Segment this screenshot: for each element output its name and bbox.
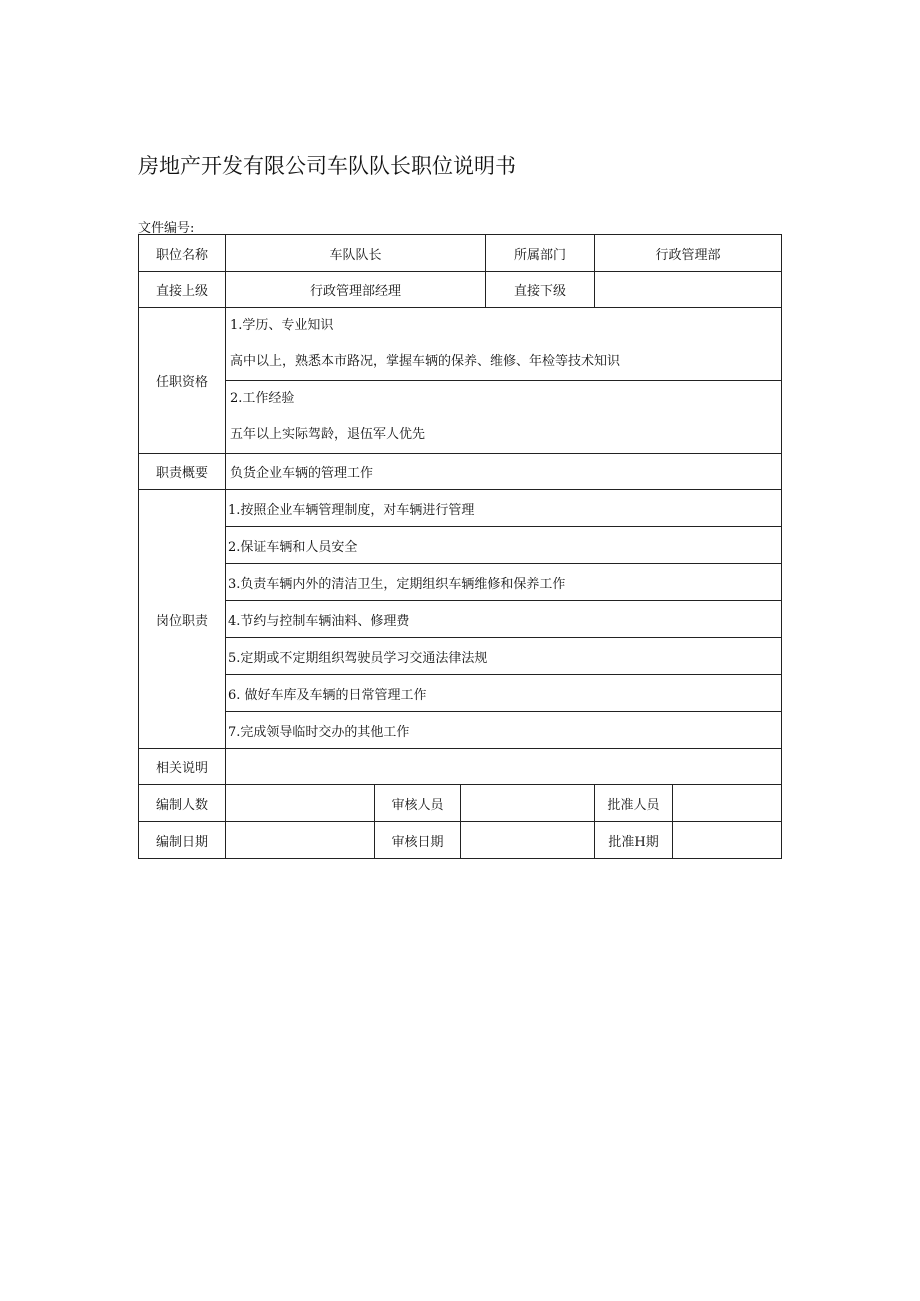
compiler-label: 编制人数 bbox=[139, 785, 226, 822]
duty-row bbox=[139, 712, 782, 749]
subordinate-label: 直接下级 bbox=[486, 272, 595, 308]
duty-item: 4.节约与控制车辆油料、修理费 bbox=[226, 601, 782, 638]
row-position bbox=[139, 235, 782, 272]
qualification-detail: 高中以上，熟悉本市路况，掌握车辆的保养、维修、年检等技术知识 bbox=[230, 354, 621, 369]
qualification-label: 任职资格 bbox=[139, 308, 226, 454]
approver-value bbox=[673, 785, 782, 822]
duty-item: 6. 做好车库及车辆的日常管理工作 bbox=[226, 675, 782, 712]
row-signoff-people bbox=[139, 785, 782, 822]
duty-item: 1.按照企业车辆管理制度，对车辆进行管理 bbox=[226, 490, 782, 527]
approve-date-value bbox=[673, 822, 782, 859]
department-label: 所属部门 bbox=[486, 235, 595, 272]
qualification-detail: 五年以上实际驾龄，退伍军人优先 bbox=[230, 427, 426, 442]
duty-item: 2.保证车辆和人员安全 bbox=[226, 527, 782, 564]
duty-row bbox=[139, 490, 782, 527]
review-date-value bbox=[461, 822, 595, 859]
duty-row bbox=[139, 638, 782, 675]
duty-row bbox=[139, 601, 782, 638]
duty-row bbox=[139, 564, 782, 601]
reviewer-value bbox=[461, 785, 595, 822]
subordinate-value bbox=[595, 272, 782, 308]
duty-row bbox=[139, 675, 782, 712]
compiler-value bbox=[226, 785, 375, 822]
row-qualification-2 bbox=[139, 381, 782, 454]
duty-item: 7.完成领导临时交办的其他工作 bbox=[226, 712, 782, 749]
approve-date-label: 批准H期 bbox=[595, 822, 673, 859]
duty-row bbox=[139, 527, 782, 564]
position-name-label: 职位名称 bbox=[139, 235, 226, 272]
file-number-label: 文件编号: bbox=[138, 221, 195, 236]
job-description-table bbox=[138, 234, 782, 859]
notes-value bbox=[226, 749, 782, 785]
row-signoff-dates bbox=[139, 822, 782, 859]
qualification-heading: 1.学历、专业知识 bbox=[230, 318, 334, 333]
row-summary bbox=[139, 454, 782, 490]
qualification-item bbox=[226, 381, 782, 454]
duties-label: 岗位职责 bbox=[139, 490, 226, 749]
qualification-item bbox=[226, 308, 782, 381]
notes-label: 相关说明 bbox=[139, 749, 226, 785]
compile-date-value bbox=[226, 822, 375, 859]
department-value: 行政管理部 bbox=[595, 235, 782, 272]
duty-item: 3.负责车辆内外的清洁卫生，定期组织车辆维修和保养工作 bbox=[226, 564, 782, 601]
summary-label: 职责概要 bbox=[139, 454, 226, 490]
compile-date-label: 编制日期 bbox=[139, 822, 226, 859]
summary-value: 负货企业车辆的管理工作 bbox=[226, 454, 782, 490]
superior-value: 行政管理部经理 bbox=[226, 272, 486, 308]
row-notes bbox=[139, 749, 782, 785]
review-date-label: 审核日期 bbox=[375, 822, 461, 859]
row-reporting bbox=[139, 272, 782, 308]
superior-label: 直接上级 bbox=[139, 272, 226, 308]
row-qualification-1 bbox=[139, 308, 782, 381]
qualification-heading: 2.工作经验 bbox=[230, 391, 295, 406]
reviewer-label: 审核人员 bbox=[375, 785, 461, 822]
approver-label: 批准人员 bbox=[595, 785, 673, 822]
document-title: 房地产开发有限公司车队队长职位说明书 bbox=[138, 154, 516, 178]
duty-item: 5.定期或不定期组织驾驶员学习交通法律法规 bbox=[226, 638, 782, 675]
position-name-value: 车队队长 bbox=[226, 235, 486, 272]
